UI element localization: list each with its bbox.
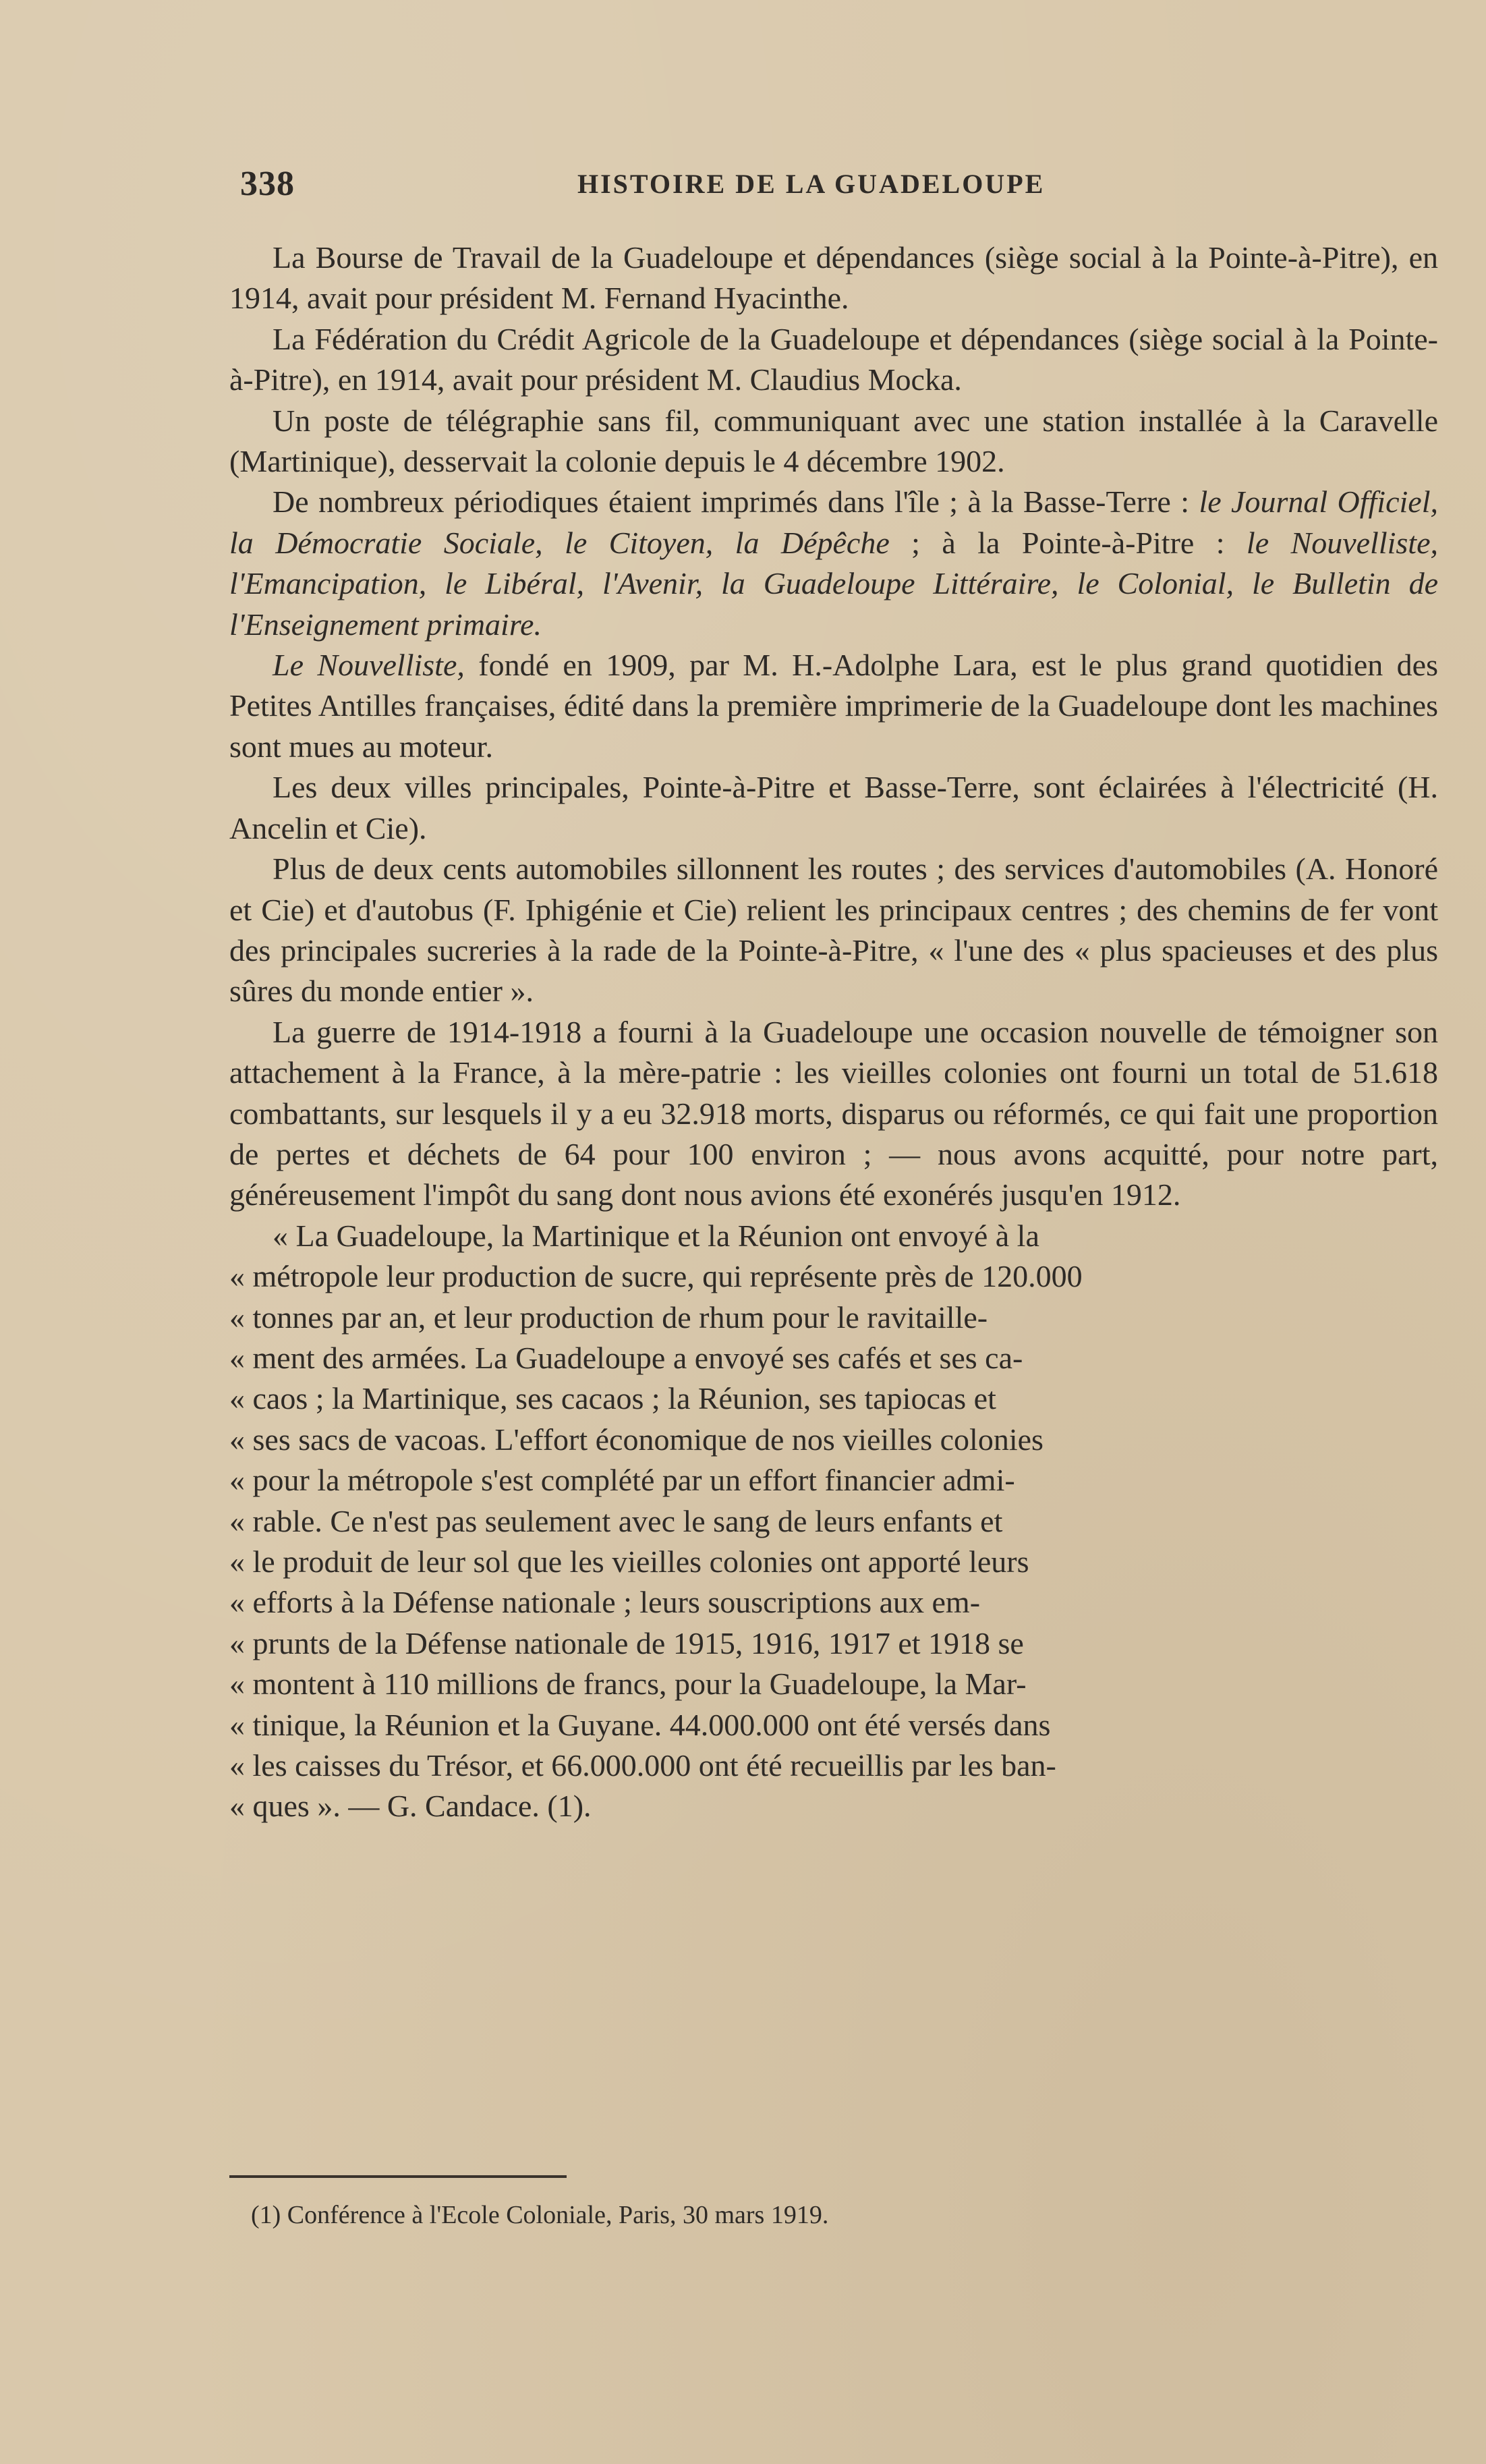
periodiques-intro: De nombreux périodiques étaient imprimés dans l'île ; à la Basse-Terre :	[273, 484, 1199, 520]
quote-line: « La Guadeloupe, la Martinique et la Réunion ont envoyé à la	[273, 1218, 1039, 1253]
quote-line: « les caisses du Trésor, et 66.000.000 ont été recueillis par les ban-	[229, 1748, 1056, 1783]
quote-line: « pour la métropole s'est complété par un effort financier admi-	[229, 1463, 1015, 1498]
running-head	[240, 164, 1448, 211]
page-number: 338	[240, 165, 295, 203]
quote-line: « tinique, la Réunion et la Guyane. 44.000.000 ont été versés dans	[229, 1707, 1051, 1742]
quote-line: « le produit de leur sol que les vieilles colonies ont apporté leurs	[229, 1544, 1029, 1579]
nouvelliste-text: fondé en 1909, par M. H.-Adolphe Lara, est le plus grand quotidien des Petites Antilles françaises, édité dans la première imprimerie de la Guadeloupe dont les machines sont mues au moteur.	[229, 648, 1438, 764]
pointe-a-pitre-titles: le Nouvelliste, l'Emancipation, le Libéral, l'Avenir, la Guadeloupe Littéraire, le Colonial, le Bulletin de l'Enseignement primaire.	[229, 525, 1438, 642]
paragraph-bourse-travail: La Bourse de Travail de la Guadeloupe et dépendances (siège social à la Pointe-à-Pitre), en 1914, avait pour président M. Fernand Hyacinthe.	[229, 240, 1438, 316]
footnote: (1) Conférence à l'Ecole Coloniale, Paris, 30 mars 1919.	[251, 2201, 829, 2229]
paragraph-credit-agricole: La Fédération du Crédit Agricole de la Guadeloupe et dépendances (siège social à la Pointe-à-Pitre), en 1914, avait pour président M. Claudius Mocka.	[229, 321, 1438, 397]
paragraph-guerre: La guerre de 1914-1918 a fourni à la Guadeloupe une occasion nouvelle de témoigner son attachement à la France, à la mère-patrie : les vieilles colonies ont fourni un total de 51.618 combattants, sur lesquels il y a eu 32.918 morts, disparus ou réformés, ce qui fait une proportion de pertes et déchets de 64 pour 100 environ ; — nous avons acquitté, pour notre part, généreusement l'impôt du sang dont nous avions été exonérés jusqu'en 1912.	[229, 1014, 1438, 1212]
quote-line: « prunts de la Défense nationale de 1915, 1916, 1917 et 1918 se	[229, 1625, 1024, 1660]
basse-terre-titles: le Journal Officiel, la Démocratie Sociale, le Citoyen, la Dépêche	[229, 484, 1438, 560]
periodiques-middle: ; à la Pointe-à-Pitre :	[889, 525, 1247, 560]
quotation-candace	[229, 1216, 1438, 1827]
quote-line: « rable. Ce n'est pas seulement avec le sang de leurs enfants et	[229, 1503, 1003, 1538]
paragraph-automobiles: Plus de deux cents automobiles sillonnent les routes ; des services d'automobiles (A. Honoré et Cie) et d'autobus (F. Iphigénie et Cie) relient les principaux centres ; des chemins de fer vont des principales sucreries à la rade de la Pointe-à-Pitre, « l'une des « plus spacieuses et des plus sûres du monde entier ».	[229, 851, 1438, 1009]
paragraph-nouvelliste	[229, 645, 1438, 767]
paragraph-electricite: Les deux villes principales, Pointe-à-Pitre et Basse-Terre, sont éclairées à l'électricité (H. Ancelin et Cie).	[229, 770, 1438, 845]
quote-line: « tonnes par an, et leur production de rhum pour le ravitaille-	[229, 1299, 988, 1335]
quote-line: « caos ; la Martinique, ses cacaos ; la Réunion, ses tapiocas et	[229, 1381, 996, 1416]
quote-line: « ment des armées. La Guadeloupe a envoyé ses cafés et ses ca-	[229, 1340, 1023, 1375]
paragraph-telegraphie: Un poste de télégraphie sans fil, communiquant avec une station installée à la Caravelle (Martinique), desservait la colonie depuis le 4 décembre 1902.	[229, 403, 1438, 479]
quote-line: « ses sacs de vacoas. L'effort économique de nos vieilles colonies	[229, 1422, 1044, 1457]
quote-line: « montent à 110 millions de francs, pour la Guadeloupe, la Mar-	[229, 1667, 1027, 1702]
quote-line: « métropole leur production de sucre, qui représente près de 120.000	[229, 1259, 1083, 1294]
quote-line: « ques ». — G. Candace. (1).	[229, 1789, 592, 1824]
running-title: HISTOIRE DE LA GUADELOUPE	[577, 169, 1046, 199]
paragraph-periodiques	[229, 482, 1438, 645]
quote-line: « efforts à la Défense nationale ; leurs souscriptions aux em-	[229, 1585, 981, 1620]
footnote-divider	[229, 2175, 567, 2178]
body-text	[229, 237, 1438, 1827]
nouvelliste-title: Le Nouvelliste,	[273, 648, 465, 683]
